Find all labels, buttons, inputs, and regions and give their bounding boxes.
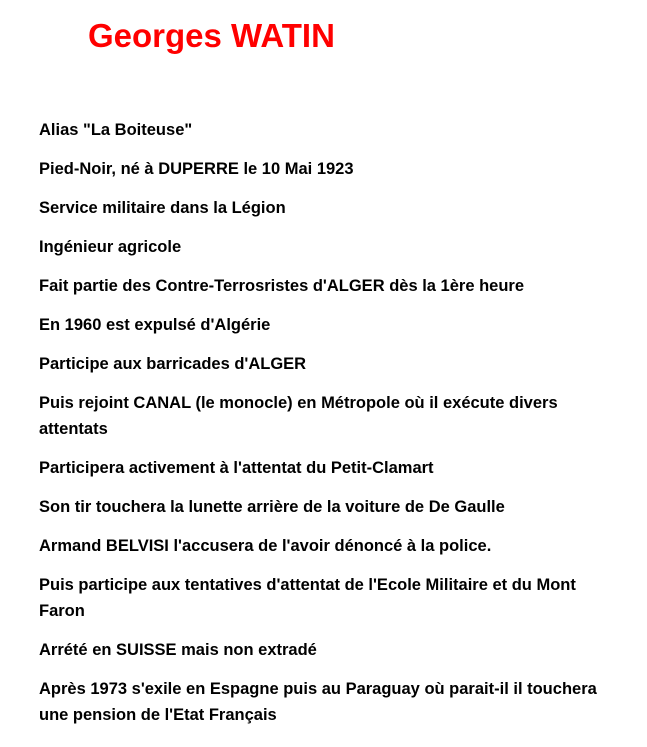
fact-belvisi: Armand BELVISI l'accusera de l'avoir dénoncé à la police. (39, 537, 492, 555)
fact-military-service: Service militaire dans la Légion (39, 199, 286, 217)
fact-counter-terrorists: Fait partie des Contre-Terrosristes d'ALGER dès la 1ère heure (39, 277, 525, 295)
fact-exile: Après 1973 s'exile en Espagne puis au Paraguay où parait-il il touchera une pension de l'Etat Français (39, 680, 597, 724)
fact-ecole-militaire: Puis participe aux tentatives d'attentat de l'Ecole Militaire et du Mont Faron (39, 576, 576, 620)
fact-petit-clamart: Participera activement à l'attentat du Petit-Clamart (39, 459, 434, 477)
fact-shot: Son tir touchera la lunette arrière de la voiture de De Gaulle (39, 498, 505, 516)
fact-expulsion: En 1960 est expulsé d'Algérie (39, 316, 271, 334)
fact-birth: Pied-Noir, né à DUPERRE le 10 Mai 1923 (39, 160, 354, 178)
fact-canal: Puis rejoint CANAL (le monocle) en Métropole où il exécute divers attentats (39, 394, 558, 438)
fact-arrest: Arrété en SUISSE mais non extradé (39, 641, 317, 659)
fact-barricades: Participe aux barricades d'ALGER (39, 355, 307, 373)
fact-alias: Alias "La Boiteuse" (39, 121, 193, 139)
fact-profession: Ingénieur agricole (39, 238, 182, 256)
page-title: Georges WATIN (88, 17, 335, 54)
facts-list (39, 117, 614, 741)
